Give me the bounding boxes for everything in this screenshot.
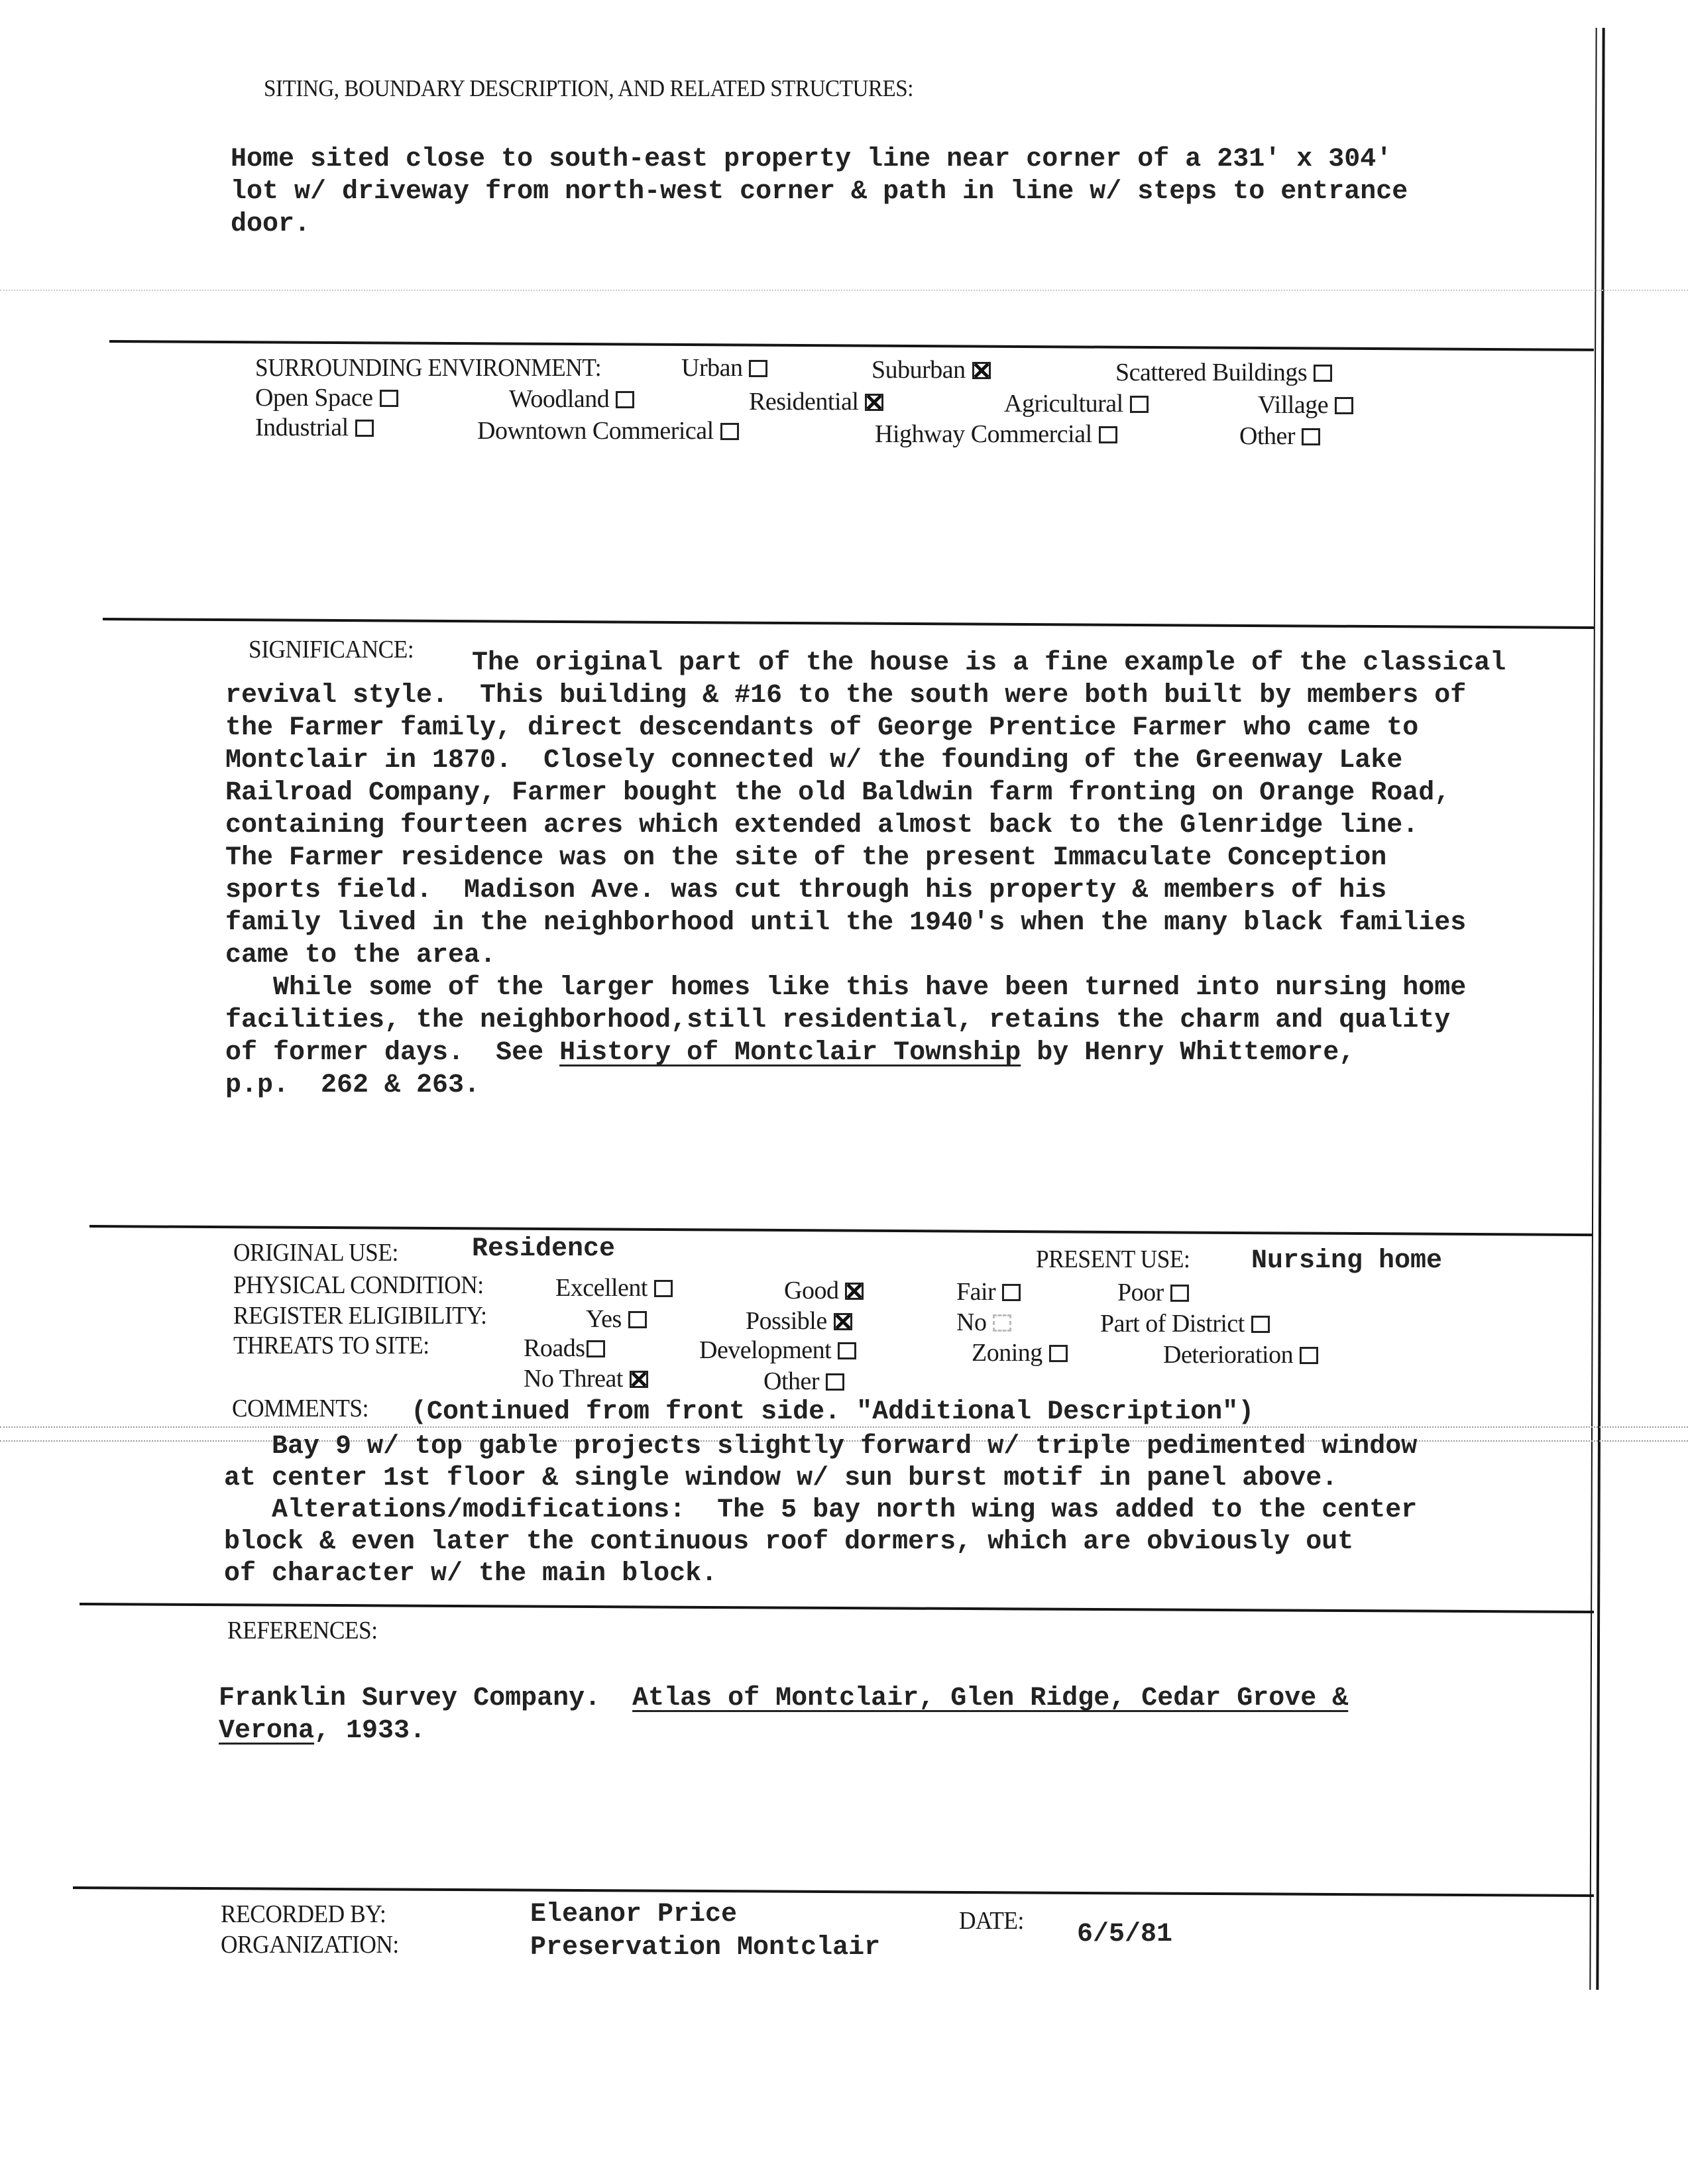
checkbox-fair[interactable]	[1002, 1284, 1021, 1301]
date-value: 6/5/81	[1077, 1920, 1173, 1949]
checkbox-other-environment[interactable]	[1302, 428, 1320, 445]
option-agricultural[interactable]: Agricultural	[1004, 389, 1149, 418]
significance-line: Montclair in 1870. Closely connected w/ the founding of the Greenway Lake	[225, 746, 1403, 776]
significance-line: revival style. This building & #16 to the south were both built by members of	[225, 681, 1467, 711]
recorded-by-value: Eleanor Price	[530, 1900, 738, 1929]
checkbox-possible[interactable]	[834, 1313, 852, 1330]
checkbox-poor[interactable]	[1170, 1285, 1189, 1302]
divider-rule	[89, 1225, 1593, 1236]
reference-title-continued: Verona	[219, 1716, 315, 1746]
checkbox-zoning[interactable]	[1049, 1345, 1068, 1362]
physical-condition-label: PHYSICAL CONDITION:	[233, 1271, 484, 1299]
divider-rule	[103, 618, 1594, 629]
checkbox-downtown-commercial[interactable]	[720, 423, 739, 440]
option-good[interactable]: Good	[784, 1276, 864, 1305]
option-scattered-buildings[interactable]: Scattered Buildings	[1115, 358, 1332, 387]
option-residential[interactable]: Residential	[749, 387, 883, 416]
checkbox-part-of-district[interactable]	[1251, 1316, 1270, 1333]
checkbox-scattered-buildings[interactable]	[1314, 365, 1332, 382]
option-other-environment[interactable]: Other	[1239, 422, 1320, 451]
checkbox-agricultural[interactable]	[1130, 396, 1149, 413]
date-label: DATE:	[959, 1907, 1024, 1935]
right-border-inner	[1589, 28, 1597, 1990]
option-deterioration[interactable]: Deterioration	[1163, 1340, 1318, 1369]
option-roads[interactable]: Roads	[524, 1334, 605, 1363]
scan-artifact-line	[0, 290, 1688, 291]
divider-rule	[80, 1603, 1594, 1613]
option-excellent[interactable]: Excellent	[555, 1273, 673, 1302]
option-no[interactable]: No	[956, 1308, 1011, 1337]
checkbox-development[interactable]	[838, 1342, 856, 1359]
surrounding-environment-label: SURROUNDING ENVIRONMENT:	[255, 354, 602, 382]
scan-artifact-line	[0, 1426, 1688, 1428]
checkbox-suburban[interactable]	[972, 362, 991, 379]
option-zoning[interactable]: Zoning	[972, 1338, 1068, 1367]
option-suburban[interactable]: Suburban	[872, 355, 991, 384]
option-part-of-district[interactable]: Part of District	[1100, 1309, 1270, 1338]
significance-first-line: The original part of the house is a fine example of the classical	[472, 648, 1506, 678]
siting-line-2: lot w/ driveway from north-west corner & path in line w/ steps to entrance	[231, 177, 1408, 207]
checkbox-no[interactable]	[993, 1314, 1011, 1332]
checkbox-good[interactable]	[845, 1283, 864, 1300]
checkbox-deterioration[interactable]	[1300, 1347, 1318, 1364]
siting-heading: SITING, BOUNDARY DESCRIPTION, AND RELATED STRUCTURES:	[264, 75, 914, 101]
references-label: REFERENCES:	[227, 1617, 378, 1644]
option-downtown-commercial[interactable]: Downtown Commerical	[477, 416, 739, 445]
original-use-label: ORIGINAL USE:	[233, 1239, 398, 1267]
significance-line: facilities, the neighborhood,still residential, retains the charm and quality	[225, 1006, 1451, 1035]
siting-line-3: door.	[231, 209, 311, 239]
reference-title: Atlas of Montclair, Glen Ridge, Cedar Grove &	[632, 1684, 1349, 1713]
siting-line-1: Home sited close to south-east property line near corner of a 231' x 304'	[231, 144, 1392, 174]
comments-line: block & even later the continuous roof dormers, which are obviously out	[224, 1527, 1354, 1557]
comments-line: of character w/ the main block.	[224, 1559, 718, 1589]
checkbox-urban[interactable]	[749, 360, 767, 377]
option-highway-commercial[interactable]: Highway Commercial	[875, 420, 1117, 449]
threats-to-site-label: THREATS TO SITE:	[233, 1332, 429, 1359]
significance-line: While some of the larger homes like this have been turned into nursing home	[225, 973, 1467, 1003]
comments-line: Bay 9 w/ top gable projects slightly forward w/ triple pedimented window	[224, 1432, 1418, 1462]
comments-line: at center 1st floor & single window w/ sun burst motif in panel above.	[224, 1464, 1338, 1493]
checkbox-yes[interactable]	[628, 1311, 647, 1328]
checkbox-roads[interactable]	[587, 1340, 605, 1357]
divider-rule	[73, 1886, 1594, 1897]
option-other-threat[interactable]: Other	[763, 1367, 844, 1396]
option-possible[interactable]: Possible	[746, 1306, 852, 1336]
option-urban[interactable]: Urban	[681, 353, 767, 382]
checkbox-industrial[interactable]	[355, 420, 374, 437]
significance-see-line: of former days. See History of Montclair Township by Henry Whittemore,	[225, 1038, 1355, 1068]
book-title-history-of-montclair: History of Montclair Township	[559, 1038, 1021, 1068]
checkbox-woodland[interactable]	[616, 391, 634, 408]
right-border-outer	[1596, 28, 1604, 1990]
significance-line: sports field. Madison Ave. was cut through his property & members of his	[225, 876, 1387, 905]
significance-line: The Farmer residence was on the site of the present Immaculate Conception	[225, 843, 1387, 873]
comments-first-line: (Continued from front side. "Additional Description")	[411, 1397, 1255, 1427]
reference-entry-line-1: Franklin Survey Company. Atlas of Montclair, Glen Ridge, Cedar Grove &	[219, 1684, 1349, 1713]
checkbox-excellent[interactable]	[654, 1280, 673, 1297]
option-open-space[interactable]: Open Space	[255, 383, 398, 412]
significance-line: the Farmer family, direct descendants of George Prentice Farmer who came to	[225, 713, 1419, 743]
original-use-value: Residence	[472, 1234, 616, 1264]
option-village[interactable]: Village	[1258, 390, 1353, 420]
option-development[interactable]: Development	[699, 1336, 856, 1365]
divider-rule	[109, 340, 1594, 351]
option-fair[interactable]: Fair	[956, 1277, 1021, 1306]
significance-line: Railroad Company, Farmer bought the old Baldwin farm fronting on Orange Road,	[225, 778, 1451, 808]
checkbox-residential[interactable]	[865, 394, 883, 411]
comments-label: COMMENTS:	[232, 1395, 368, 1422]
organization-value: Preservation Montclair	[530, 1933, 881, 1963]
significance-line: came to the area.	[225, 941, 496, 970]
significance-pages: p.p. 262 & 263.	[225, 1070, 480, 1100]
checkbox-no-threat[interactable]	[630, 1371, 648, 1388]
option-poor[interactable]: Poor	[1117, 1278, 1189, 1307]
register-eligibility-label: REGISTER ELIGIBILITY:	[233, 1302, 487, 1330]
reference-entry-line-2: Verona, 1933.	[219, 1716, 426, 1746]
checkbox-village[interactable]	[1335, 397, 1353, 414]
present-use-value: Nursing home	[1251, 1246, 1443, 1276]
checkbox-open-space[interactable]	[380, 390, 398, 407]
checkbox-highway-commercial[interactable]	[1099, 426, 1117, 443]
present-use-label: PRESENT USE:	[1036, 1245, 1190, 1273]
recorded-by-label: RECORDED BY:	[221, 1900, 386, 1928]
significance-line: containing fourteen acres which extended almost back to the Glenridge line.	[225, 811, 1419, 840]
significance-line: family lived in the neighborhood until the 1940's when the many black families	[225, 908, 1467, 938]
option-yes[interactable]: Yes	[586, 1304, 647, 1334]
option-no-threat[interactable]: No Threat	[524, 1364, 648, 1393]
option-industrial[interactable]: Industrial	[255, 413, 374, 442]
significance-label: SIGNIFICANCE:	[249, 636, 414, 663]
option-woodland[interactable]: Woodland	[509, 384, 634, 414]
comments-line: Alterations/modifications: The 5 bay north wing was added to the center	[224, 1495, 1418, 1525]
organization-label: ORGANIZATION:	[221, 1931, 399, 1959]
checkbox-other-threat[interactable]	[826, 1373, 844, 1391]
